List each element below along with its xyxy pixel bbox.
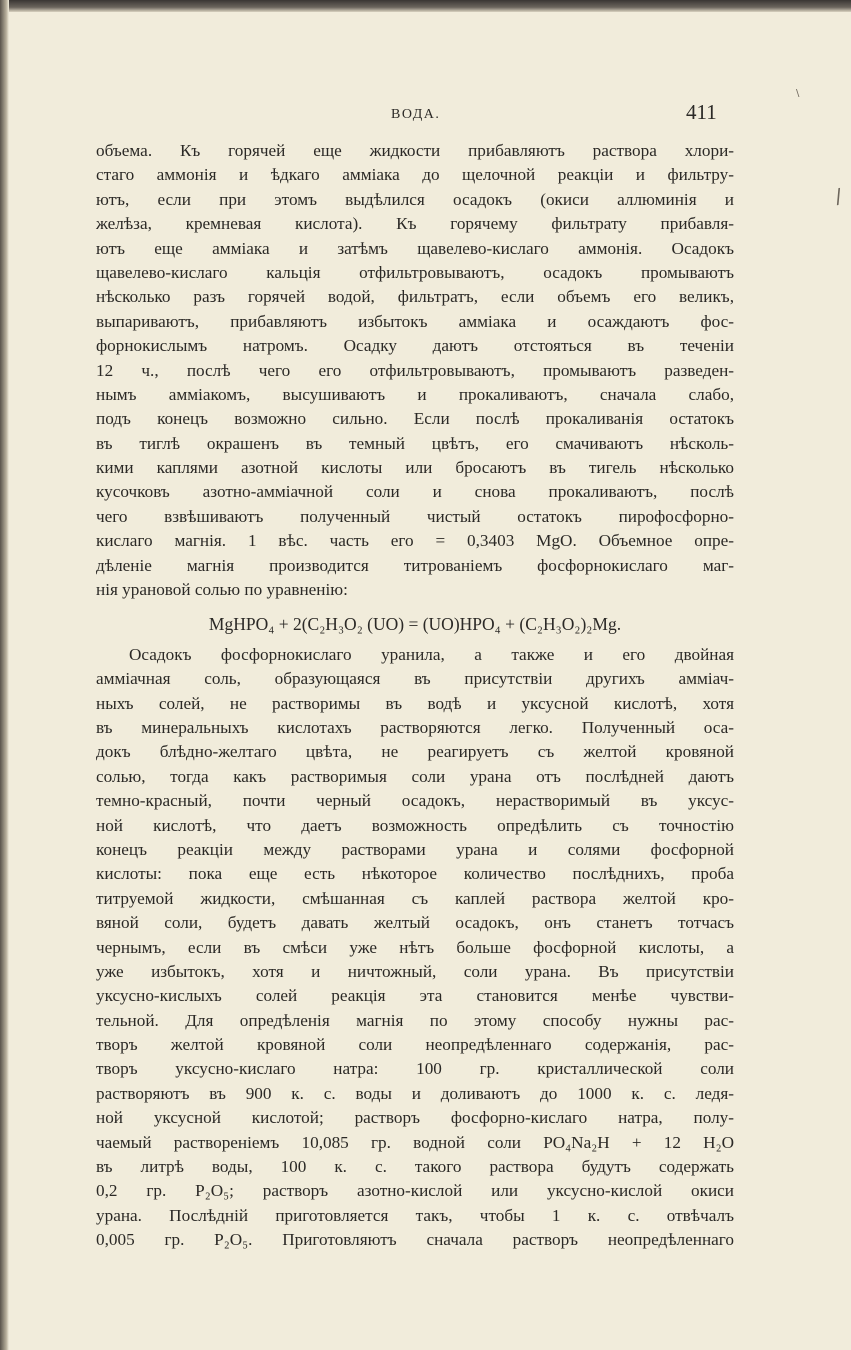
chemical-equation: MgHPO₄ + 2(C₂H₃O₂ (UO) = (UO)HPO₄ + (C₂H₃O₂)₂Mg. [208, 614, 622, 635]
text-line: титруемой жидкости, смѣшанная съ каплей раствора желтой кро- [96, 888, 734, 908]
text-line: подъ конецъ возможно сильно. Если послѣ прокаливанія остатокъ [96, 409, 734, 429]
margin-speck: \ [796, 88, 800, 99]
margin-pencil-mark: / [832, 183, 845, 209]
text-line: конецъ реакціи между растворами урана и солями фосфорной [96, 839, 734, 859]
text-line: въ тиглѣ окрашенъ въ темный цвѣтъ, его смачиваютъ нѣсколь- [96, 433, 734, 453]
text-line: объема. Къ горячей еще жидкости прибавляютъ раствора хлори- [96, 141, 734, 160]
text-line: кислоты: пока еще есть нѣкоторое количество послѣднихъ, проба [96, 864, 734, 884]
text-line: 12 ч., послѣ чего его отфильтровываютъ, промываютъ разведен- [96, 360, 734, 380]
text-line: уксусно-кислыхъ солей реакція эта становится менѣе чувстви- [96, 986, 734, 1006]
text-line: кислаго магнія. 1 вѣс. часть его = 0,3403 MgO. Объемное опре- [96, 531, 734, 551]
text-line: Осадокъ фосфорнокислаго уранила, а также и его двойная [129, 644, 734, 664]
text-line: солью, тогда какъ растворимыя соли урана отъ послѣдней даютъ [96, 766, 734, 786]
paragraph-1 [96, 139, 734, 602]
text-line: чего взвѣшиваютъ полученный чистый остатокъ пирофосфорно- [96, 506, 734, 526]
text-line: ютъ еще амміака и затѣмъ щавелево-кислаго аммонія. Осадокъ [96, 238, 734, 258]
text-line: чернымъ, если въ смѣси уже нѣтъ больше фосфорной кислоты, а [96, 937, 734, 957]
text-line: тельной. Для опредѣленія магнія по этому способу нужны рас- [96, 1010, 734, 1030]
text-line: вяной соли, будетъ давать желтый осадокъ, онъ станетъ тотчасъ [96, 913, 734, 933]
text-line: уже избытокъ, хотя и ничтожный, соли урана. Въ присутствіи [96, 961, 734, 981]
text-line: выпариваютъ, прибавляютъ избытокъ амміака и осаждаютъ фос- [96, 311, 734, 331]
text-line: урана. Послѣдній приготовляется такъ, чтобы 1 к. с. отвѣчалъ [96, 1205, 734, 1225]
body-text [96, 139, 734, 1253]
page-binding-edge [0, 0, 9, 1350]
text-line: ныхъ солей, не растворимы въ водѣ и уксусной кислотѣ, хотя [96, 693, 734, 713]
running-head [0, 100, 851, 128]
text-line: нѣсколько разъ горячей водой, фильтратъ, если объемъ его великъ, [96, 287, 734, 307]
text-line: нія урановой солью по уравненію: [96, 580, 348, 600]
text-line: желѣза, кремневая кислота). Къ горячему фильтрату прибавля- [96, 214, 734, 234]
text-line: 0,005 гр. P₂O₅. Приготовляютъ сначала растворъ неопредѣленнаго [96, 1230, 734, 1250]
text-line: дѣленіе магнія производится титрованіемъ фосфорнокислаго маг- [96, 555, 734, 575]
text-line: кусочковъ азотно-амміачной соли и снова прокаливаютъ, послѣ [96, 482, 734, 502]
text-line: 0,2 гр. P₂O₅; растворъ азотно-кислой или уксусно-кислой окиси [96, 1181, 734, 1201]
text-line: стаго аммонія и ѣдкаго амміака до щелочной реакціи и фильтру- [96, 165, 734, 185]
text-line: кими каплями азотной кислоты или бросаютъ въ тигель нѣсколько [96, 458, 734, 478]
page-top-edge [0, 0, 851, 12]
text-line: творъ желтой кровяной соли неопредѣленнаго содержанія, рас- [96, 1035, 734, 1055]
text-line: ной уксусной кислотой; растворъ фосфорно-кислаго натра, полу- [96, 1108, 734, 1128]
text-line: ютъ, если при этомъ выдѣлился осадокъ (окиси аллюминія и [96, 189, 734, 209]
text-line: амміачная соль, образующаяся въ присутствіи другихъ амміач- [96, 669, 734, 689]
text-line: творъ уксусно-кислаго натра: 100 гр. кристаллической соли [96, 1059, 734, 1079]
text-line: форнокислымъ натромъ. Осадку даютъ отстояться въ теченіи [96, 336, 734, 356]
paragraph-2 [96, 643, 734, 1253]
text-line: въ минеральныхъ кислотахъ растворяются легко. Полученный оса- [96, 717, 734, 737]
text-line: ной кислотѣ, что даетъ возможность опредѣлить съ точностію [96, 815, 734, 835]
text-line: темно-красный, почти черный осадокъ, нерастворимый въ уксус- [96, 791, 734, 811]
text-line: нымъ амміакомъ, высушиваютъ и прокаливаютъ, сначала слабо, [96, 384, 734, 404]
text-line: щавелево-кислаго кальція отфильтровываютъ, осадокъ промываютъ [96, 262, 734, 282]
text-line: растворяютъ въ 900 к. с. воды и доливаютъ до 1000 к. с. ледя- [96, 1083, 734, 1103]
text-line: въ литрѣ воды, 100 к. с. такого раствора будутъ содержать [96, 1157, 734, 1177]
text-line: чаемый раствореніемъ 10,085 гр. водной соли PO₄Na₂H + 12 H₂O [96, 1132, 734, 1152]
page-number: 411 [686, 100, 717, 124]
running-head-title: ВОДА. [391, 107, 441, 122]
text-line: докъ блѣдно-желтаго цвѣта, не реагируетъ съ желтой кровяной [96, 742, 734, 762]
